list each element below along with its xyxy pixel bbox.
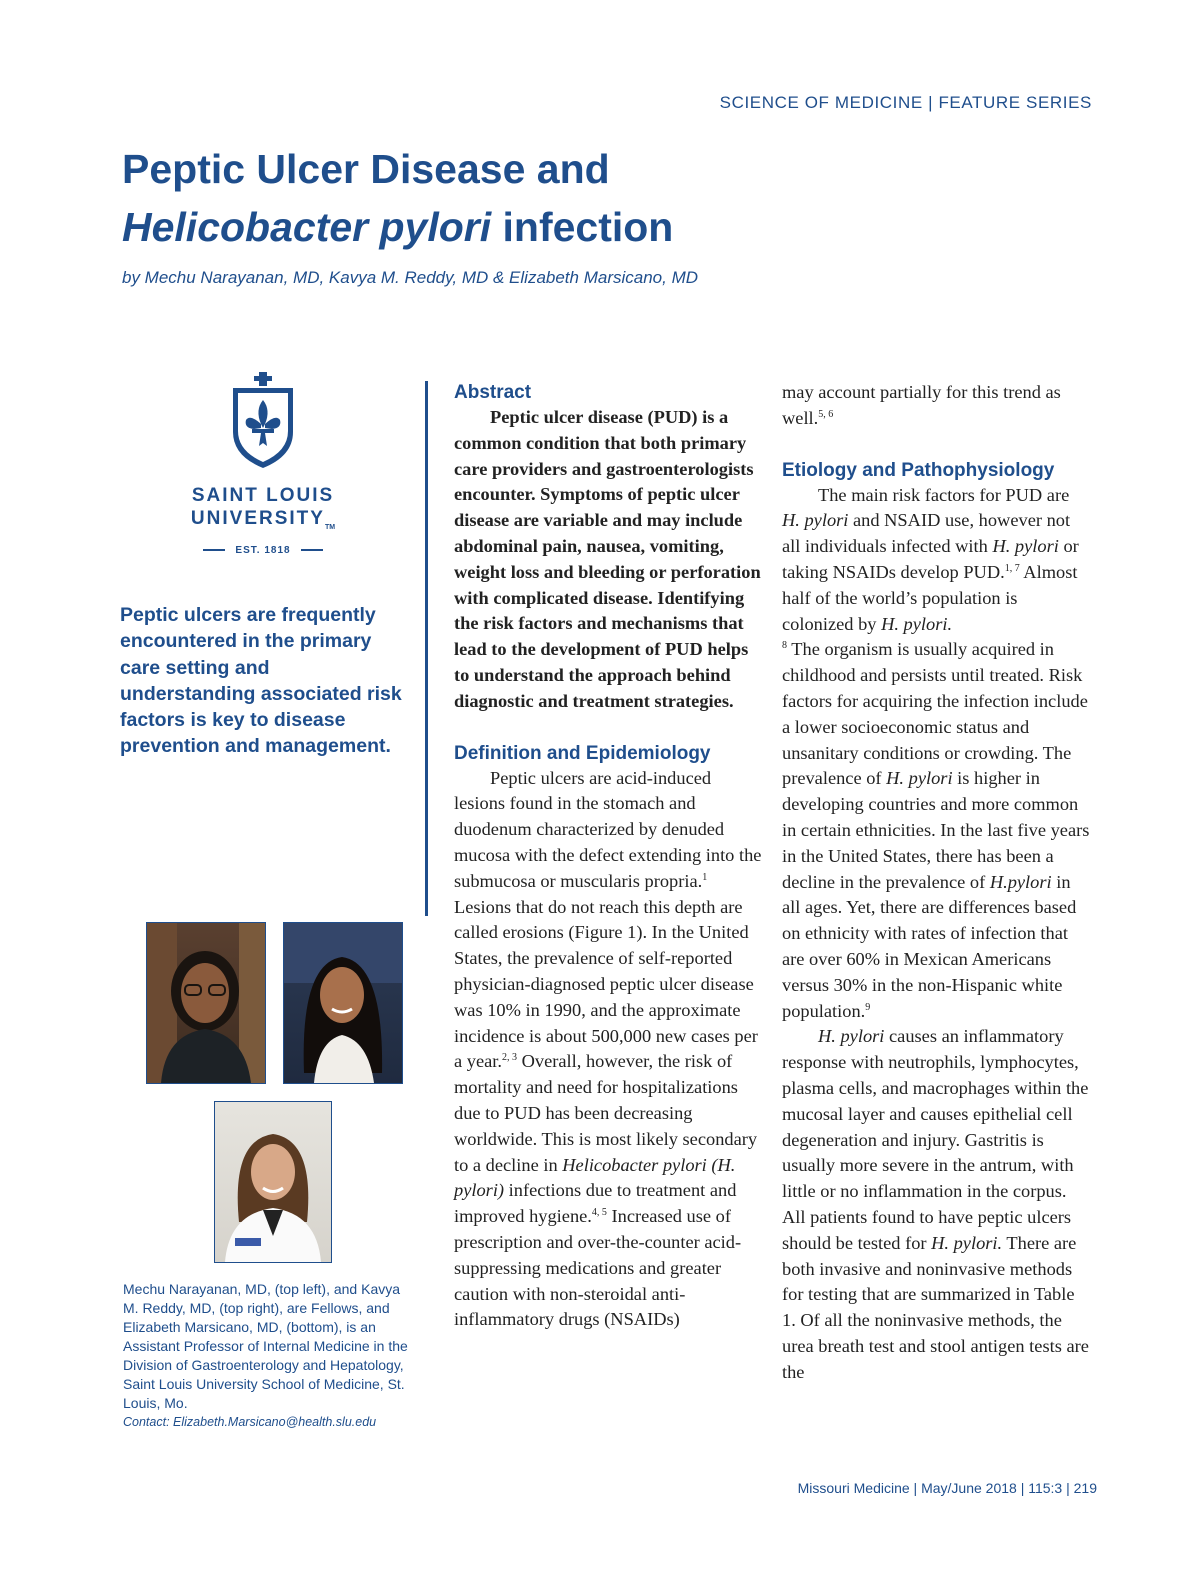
feature-series-label: SCIENCE OF MEDICINE | FEATURE SERIES: [719, 93, 1092, 112]
etiology-heading: Etiology and Pathophysiology: [782, 459, 1055, 481]
citation-ref: 1, 7: [1004, 562, 1020, 574]
etiology-paragraph-1: The main risk factors for PUD are H. pylori and NSAID use, however not all individuals infected with H. pylori or taking NSAIDs develop PUD.$^{1, 7}$ Almost half of the world’s population is colonized by H. pylori. $^8$ The organism is usually acquired in childhood and persists until treated. Risk factors for acquiring the infection include a lower socioeconomic status and unsanitary conditions or crowding. The prevalence of H. pylori is higher in developing countries and more common in certain ethnicities. In the last five years in the United States, there has been a decline in the prevalence of H.pylori in all ages. Yet, there are differences based on ethnicity with rates of infection that are over 60% in Mexican Americans versus 30% in the non-Hispanic white population.$^9$: [782, 484, 1090, 1021]
title-italic-organism: Helicobacter pylori: [122, 204, 492, 250]
citation-ref: 1: [702, 871, 708, 883]
definition-heading: Definition and Epidemiology: [454, 742, 711, 764]
university-name-line-2: $UNIVERSITY_{TM}$: [190, 508, 336, 531]
citation-ref: 4, 5: [591, 1206, 607, 1218]
university-name: [178, 484, 348, 539]
fleur-de-lis-shield-icon: [230, 372, 296, 470]
column-divider: [425, 381, 428, 916]
established-line: [178, 545, 348, 556]
citation-ref: 8: [782, 640, 787, 652]
text-column-2: [782, 380, 1090, 1385]
article-title: [122, 140, 673, 256]
pull-quote: Peptic ulcers are frequently encountered in the primary care setting and understanding associated risk factors is key to disease prevention and management.: [120, 604, 402, 758]
etiology-paragraph-2: H. pylori causes an inflammatory response with neutrophils, lymphocytes, plasma cells, and macrophages within the mucosal layer and causes epithelial cell degeneration and injury. Gastritis is usually more severe in the antrum, with little or no inflammation in the corpus. All patients found to have peptic ulcers should be tested for H. pylori. There are both invasive and noninvasive methods for testing that are summarized in Table 1. Of all the noninvasive methods, the urea breath test and stool antigen tests are the: [782, 1026, 1089, 1382]
title-line-2-rest: infection: [491, 204, 674, 250]
contact-email: Contact: Elizabeth.Marsicano@health.slu.edu: [123, 1415, 377, 1429]
author-byline: by Mechu Narayanan, MD, Kavya M. Reddy, MD & Elizabeth Marsicano, MD: [122, 268, 699, 287]
established-year: EST. 1818: [235, 544, 291, 556]
definition-paragraph: Peptic ulcers are acid-induced lesions found in the stomach and duodenum characterized by denuded mucosa with the defect extending into the submucosa or muscularis propria.$^1$ Lesions that do not reach this depth are called erosions (Figure 1). In the United States, the prevalence of self-reported physician-diagnosed peptic ulcer disease was 10% in 1990, and the approximate incidence is about 500,000 new cases per a year.$^{2, 3}$ Overall, however, the risk of mortality and need for hospitalizations due to PUD has been decreasing worldwide. This is most likely secondary to a decline in Helicobacter pylori (H. pylori) infections due to treatment and improved hygiene.$^{4, 5}$ Increased use of prescription and over-the-counter acid-suppressing medications and greater caution with non-steroidal anti-inflammatory drugs (NSAIDs): [454, 767, 762, 1330]
est-rule-left: [203, 549, 225, 551]
author-photo-reddy: [283, 922, 403, 1084]
abstract-heading: Abstract: [454, 382, 532, 403]
text-column-1: [454, 380, 762, 1333]
definition-paragraph-continued: may account partially for this trend as well.$^{5, 6}$: [782, 382, 1061, 428]
citation-ref: 2, 3: [502, 1052, 517, 1064]
page-footer: Missouri Medicine | May/June 2018 | 115:3 | 219: [797, 1480, 1097, 1496]
citation-ref: 9: [865, 1001, 871, 1013]
author-photo-marsicano: [214, 1101, 332, 1263]
est-rule-right: [301, 549, 323, 551]
author-photo-narayanan: [146, 922, 266, 1084]
title-line-1: Peptic Ulcer Disease and: [122, 146, 610, 192]
trademark-mark: TM: [324, 523, 336, 531]
citation-ref: 5, 6: [818, 408, 834, 420]
university-name-line-1: SAINT LOUIS: [191, 485, 335, 506]
abstract-text: Peptic ulcer disease (PUD) is a common condition that both primary care providers and gastroenterologists encounter. Symptoms of peptic ulcer disease are variable and may include abdominal pain, nausea, vomiting, weight loss and bleeding or perforation with complicated disease. Identifying the risk factors and mechanisms that lead to the development of PUD helps to understand the approach behind diagnostic and treatment strategies.: [454, 407, 761, 711]
author-caption: [123, 1280, 418, 1432]
university-logo: [178, 372, 348, 556]
author-caption-text: Mechu Narayanan, MD, (top left), and Kavya M. Reddy, MD, (top right), are Fellows, and Elizabeth Marsicano, MD, (bottom), is an Assistant Professor of Internal Medicine in the Division of Gastroenterology and Hepatology, Saint Louis University School of Medicine, St. Louis, Mo.: [123, 1281, 408, 1411]
